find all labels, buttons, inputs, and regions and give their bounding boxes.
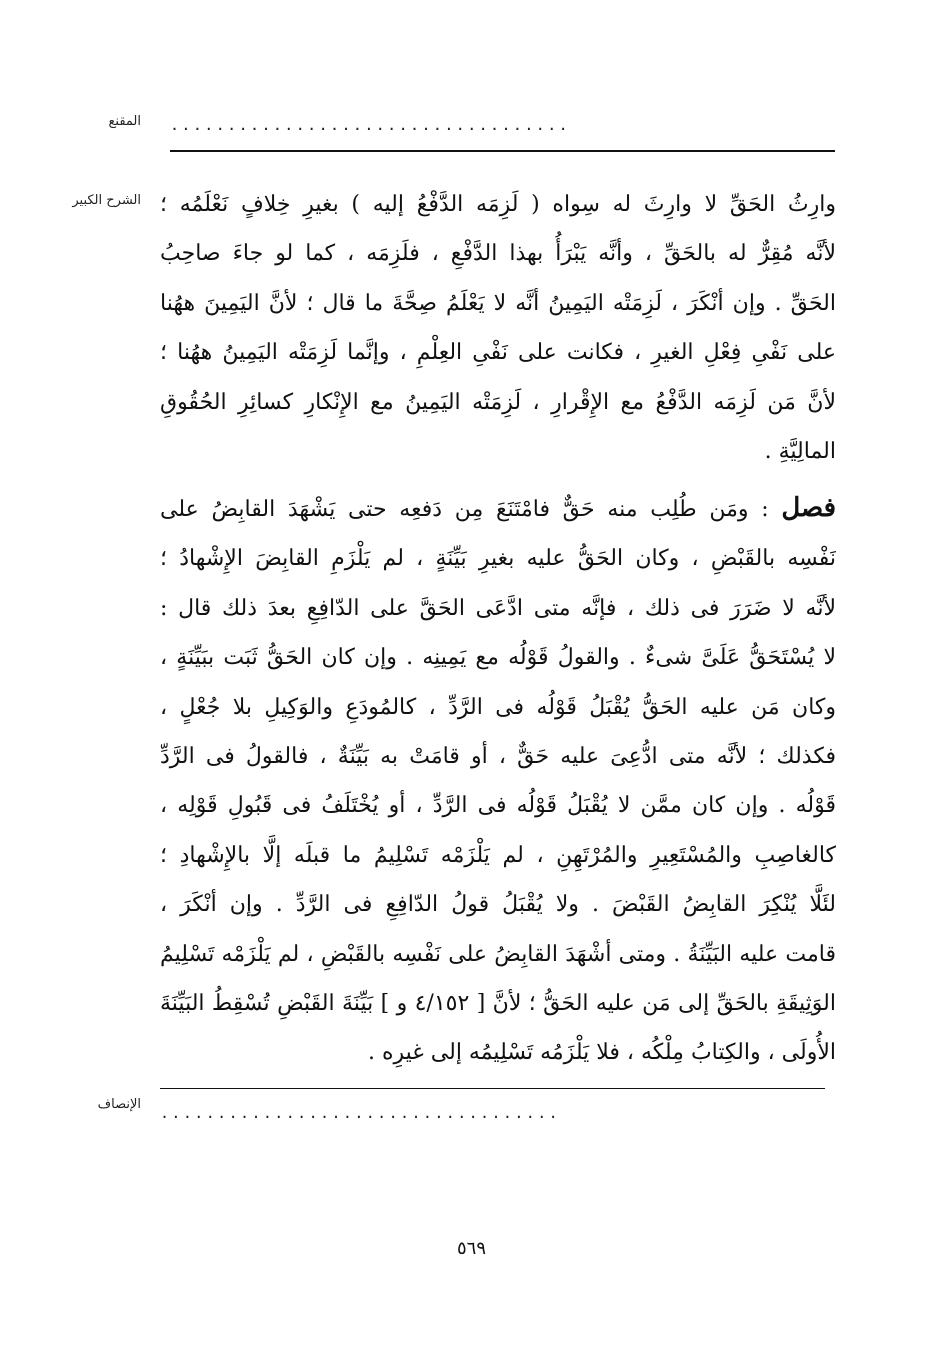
paragraph-1-line: وارِثُ الحَقِّ لا وارِثَ له سِواه ( لَزِمَه الدَّفْعُ إليه ) بغيرِ خِلافٍ نَعْلَمُه ؛ [160, 192, 836, 217]
paragraph-2-line: وكان مَن عليه الحَقُّ يُقْبَلُ قَوْلُه فى الرَّدِّ ، كالمُودَعِ والوَكِيلِ بلا جُعْلٍ ، [160, 694, 836, 720]
paragraph-1-line: لأنَّ مَن لَزِمَه الدَّفْعُ مع الإِقْرارِ ، لَزِمَتْه اليَمِينُ مع الإِنْكارِ كسائِرِ الحُقُوقِ [160, 389, 836, 415]
paragraph-2-first-line [160, 484, 836, 534]
page-number: ٥٦٩ [456, 1238, 486, 1259]
paragraph-2-first-line-text: : ومَن طُلِب منه حَقٌّ فامْتَنَعَ مِن دَفعِه حتى يَشْهَدَ القابِضُ على [160, 497, 769, 522]
paragraph-2-line: لئَلَّا يُنْكِرَ القابِضُ القَبْضَ . ولا يُقْبَلُ قولُ الدّافِعِ فى الرَّدِّ . وإن أنْكَرَ ، [160, 892, 836, 918]
paragraph-1-line: الحَقِّ . وإن أنْكَرَ ، لَزِمَتْه اليَمِينُ أنَّه لا يَعْلَمُ صِحَّةَ ما قال ؛ لأنَّ اليَمِينَ ههُنا [160, 290, 836, 316]
paragraph-1-line: لأنَّه مُقِرٌّ له بالحَقِّ ، وأنَّه يَبْرَأُ بهذا الدَّفْعِ ، فلَزِمَه ، كما لو جاءَ صاحِبُ [160, 241, 836, 267]
header-rule [170, 150, 835, 152]
paragraph-2-line: قامت عليه البَيِّنَةُ . ومتى أشْهَدَ القابِضُ على نَفْسِه بالقَبْضِ ، لم يَلْزَمْه تَسْلِيمُ [160, 941, 836, 967]
insaf-label: الإنصاف [97, 1097, 141, 1112]
paragraph-1-line: على نَفْىِ فِعْلِ الغيرِ ، فكانت على نَفْىِ العِلْمِ ، وإنَّما لَزِمَتْه اليَمِينُ ههُنا ؛ [160, 340, 836, 366]
paragraph-1 [160, 180, 836, 476]
paragraph-2-line: لا يُسْتَحَقُّ عَلَىَّ شىءٌ . والقولُ قَوْلُه مع يَمِينِه . وإن كان الحَقُّ ثَبَت ببَيِّنَةٍ ، [160, 645, 836, 671]
fasl-heading: فصل [781, 493, 836, 523]
sharh-label: الشرح الكبير [72, 193, 141, 208]
header-book-label: المقنع [108, 114, 141, 129]
footer-dots: ................................... [160, 1104, 561, 1122]
footer-rule [160, 1088, 825, 1089]
paragraph-2-line: فكذلك ؛ لأنَّه متى ادُّعِىَ عليه حَقٌّ ، أو قامَتْ به بَيِّنَةٌ ، فالقولُ فى الرَّدِّ [160, 744, 836, 770]
paragraph-2-line: الأُولَى ، والكِتابُ مِلْكُه ، فلا يَلْزَمُه تَسْلِيمُه إلى غيرِه . [367, 1040, 836, 1066]
paragraph-1-line: المالِيَّةِ . [764, 439, 836, 465]
paragraph-2-line: كالغاصِبِ والمُسْتَعِيرِ والمُرْتَهِنِ ، لم يَلْزَمْه تَسْلِيمُ ما قبلَه إلَّا بالإِشْهادِ ؛ [160, 842, 836, 868]
header-dots: ................................... [170, 116, 571, 134]
paragraph-2-line: قَوْلُه . وإن كان ممَّن لا يُقْبَلُ قَوْلُه فى الرَّدِّ ، أو يُخْتَلَفُ فى قَبُولِ قَوْلِه ، [160, 793, 836, 819]
paragraph-2-line: نَفْسِه بالقَبْضِ ، وكان الحَقُّ عليه بغيرِ بَيِّنَةٍ ، لم يَلْزَمِ القابِضَ الإِشْهادُ ؛ [160, 546, 836, 572]
paragraph-2 [160, 484, 836, 1078]
paragraph-2-line: الوَثِيقَةِ بالحَقِّ إلى مَن عليه الحَقُّ ؛ لأنَّ [ ٤/١٥٢ و ] بَيِّنَةَ القَبْضِ تُسْقِطُ البَيِّنَةَ [160, 991, 836, 1017]
paragraph-2-line: لأنَّه لا ضَرَرَ فى ذلك ، فإنَّه متى ادَّعَى الحَقَّ على الدّافِعِ بعدَ ذلك قال : [160, 595, 836, 621]
